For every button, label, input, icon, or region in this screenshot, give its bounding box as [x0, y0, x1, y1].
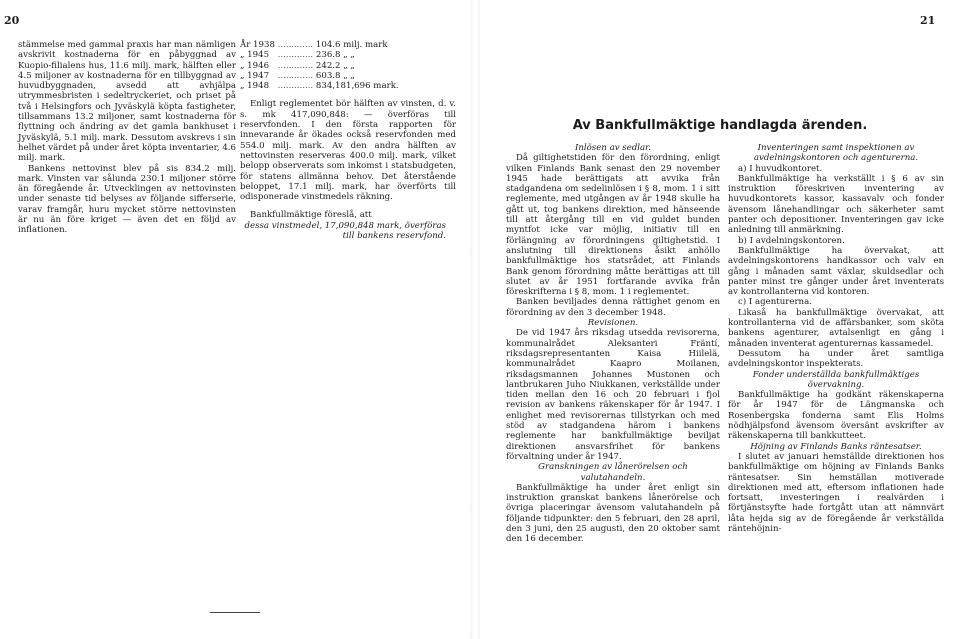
subsection-heading: Inventeringen samt inspektionen av avdelningskontoren och agenturerna.	[753, 143, 919, 164]
paragraph: De vid 1947 års riksdag utsedda revisorerna, kommunalrådet Aleksanteri Fräntí, riksdagsrepresentanten Kaisa Hiilelä, kommunalrådet Kaapro Moilanen, riksdagsmannen Johannes Mustonen och lantbrukaren Juho Niukkanen, verkställde under tiden mellan den 16 och 20 februari i fjol revision av bankens räkenskaper för år 1947. I enlighet med revisorernas tillstyrkan och med stöd av stadgandena härom i bankens reglemente har bankfullmäktige beviljat direktionen ansvarsfrihet för bankens förvaltning under år 1947.	[506, 328, 720, 462]
table-row	[240, 71, 399, 81]
dot-leader: .............	[274, 40, 316, 50]
paragraph: Bankfullmäktige ha godkänt räkenskaperna för år 1947 för de Längmanska och Rosenbergska fonderna samt Elis Holms nödhjälpsfond ävensom översänt avskrifter av räkenskaperna till bankkutteet.	[728, 390, 944, 442]
year-value: 603.8 „ „	[315, 70, 355, 81]
paragraph: Då giltighetstiden för den förordning, enligt vilken Finlands Bank senast den 29 november 1945 hade berättigats att avvika från stadgandena om sedelinlösen i § 8, mom. 1 i sitt reglemente, med utgången av år 1948 skulle ha gått ut, tog bankens direktion, med hänseende till att återgång till en vid guldet bunden myntfot icke var möjlig, initiativ till en förlängning av förordningens giltighetstid. I anslutning till direktionens åsikt anhöllo bankfullmäktige hos statsrådet, att Finlands Bank genom förordning måtte berättigas att till slutet av år 1951 fortfarande avvika från föreskrifterna i § 8, mom. 1 i reglementet.	[506, 153, 720, 298]
year-label: „ 1946	[240, 60, 270, 71]
year-label: „ 1947	[240, 70, 270, 81]
dot-leader: .............	[274, 50, 316, 61]
year-value: 834,181,696 mark.	[315, 81, 399, 92]
dot-leader: .............	[274, 60, 316, 71]
dot-leader: .............	[274, 70, 316, 81]
proposal-text: dessa vinstmedel, 17,090,848 mark, överföras till bankens reservfond.	[244, 220, 446, 242]
paragraph: stämmelse med gammal praxis har man nämligen avskrivit kostnaderna för en påbyggnad av Kuopio-filialens hus, 11.6 milj. mark, hälften eller 4.5 miljoner av kostnaderna för en tillbyggnad av huvudbyggnaden, avsedd att avhjälpa utrymmesbristen i sedeltryckeriet, och priset på två i Helsingfors och Jyväskylä köpta fastigheter, tillsammans 13.2 miljoner, samt kostnaderna för flyttning och ändring av det gamla bankhuset i Jyväskylä, 5.1 milj. mark. Dessutom avskrevs i sin helhet värdet på under året köpta inventarier, 4.6 milj. mark.	[18, 40, 236, 164]
subsection-heading: Revisionen.	[587, 318, 639, 329]
paragraph: Bankfullmäktige ha verkställt i § 6 av sin instruktion föreskriven inventering av huvudkontorets kassor, kassavalv och fonder ävensom lånehandlingar och säkerheter samt panter och depositioner. Inventeringen gav icke anledning till anmärkning.	[728, 173, 944, 236]
subsection-heading: Fonder underställda bankfullmäktiges övervakning.	[752, 369, 920, 390]
sub-label: b) I avdelningskontoren.	[738, 235, 845, 246]
section-title: Av Bankfullmäktige handlagda ärenden.	[572, 118, 868, 133]
left-column-2	[240, 40, 456, 241]
paragraph: Enligt reglementet bör hälften av vinsten, d. v. s. mk 417,090,848: — överföras till reservfonden. I den första rapporten för innevarande år ökades också reservfonden med 554.0 milj. mark. Av den andra hälften av nettovinsten reserveras 400.0 milj. mark, vilket belopp observerats som inkomst i statsbudgeten, för statens allmänna behov. Det återstående beloppet, 17.1 milj. mark, har överförts till odisponerade vinstmedels räkning.	[240, 99, 456, 203]
year-label: „ 1945	[240, 50, 270, 61]
dot-leader: .............	[274, 81, 316, 92]
paragraph: Banken beviljades denna rättighet genom en förordning av den 3 december 1948.	[506, 297, 720, 318]
paragraph: Dessutom ha under året samtliga avdelningskontor inspekterats.	[728, 348, 944, 370]
table-row	[240, 61, 399, 71]
left-column-1	[18, 40, 236, 236]
subsection-heading: Granskningen av lånerörelsen och valutahandeln.	[538, 462, 688, 483]
right-column-1	[506, 143, 720, 545]
year-value: 242.2 „ „	[315, 60, 355, 71]
year-label: „ 1948	[240, 81, 270, 92]
table-row	[240, 40, 399, 50]
table-row	[240, 50, 399, 60]
sub-label: a) I huvudkontoret.	[738, 163, 823, 174]
net-profit-table	[240, 40, 399, 91]
paragraph: Bankfullmäktige föreslå, att	[250, 210, 372, 221]
paragraph: Likaså ha bankfullmäktige övervakat, att kontrollanterna vid de affärsbanker, som sköta bankens agenturer, avtalsenligt en gång i månaden inventerat agenturernas kassamedel.	[728, 307, 944, 349]
subsection-heading: Höjning av Finlands Banks räntesatser.	[750, 441, 922, 452]
right-column-2	[728, 143, 944, 534]
year-value: 104.6 milj. mark	[315, 40, 388, 50]
end-rule	[210, 612, 260, 613]
paragraph: Bankfullmäktige ha övervakat, att avdelningskontorens handkassor och valv en gång i månaden samt växlar, skuldsedlar och panter minst tre gånger under året inventerats av kontrollanterna vid kontoren.	[728, 245, 944, 298]
year-value: 236.8 „ „	[315, 50, 355, 61]
page-number-left: 20	[4, 14, 20, 27]
book-gutter	[470, 0, 480, 639]
left-page	[0, 0, 470, 639]
page-number-right: 21	[920, 14, 936, 27]
paragraph: I slutet av januari hemställde direktionen hos bankfullmäktige om höjning av Finlands Banks räntesatser. Sin hemställan motiverade direktionen med att, eftersom inflationen hade fortsatt, investeringen i realvärden i förtjänstsyfte hade fortgått utan att nämnvärt låta hejda sig av de föregående år verkställda räntehöjnin-	[728, 451, 944, 534]
table-row	[240, 81, 399, 91]
subsection-heading: Inlösen av sedlar.	[574, 143, 652, 153]
paragraph: Bankens nettovinst blev på sis 834.2 milj. mark. Vinsten var sålunda 230.1 miljoner större än föregående år. Utvecklingen av nettovinsten under senaste tid belyses av följande sifferserie, varav framgår, huru mycket större nettovinsten är nu än före kriget — även det en följd av inflationen.	[18, 163, 236, 236]
year-label: År 1938	[240, 40, 275, 50]
sub-label: c) I agenturerna.	[738, 297, 812, 308]
paragraph: Bankfullmäktige ha under året enligt sin instruktion granskat bankens lånerörelse och övriga placeringar ävensom valutahandeln på följande tidpunkter: den 5 februari, den 28 april, den 3 juni, den 25 augusti, den 20 oktober samt den 16 december.	[506, 482, 720, 545]
